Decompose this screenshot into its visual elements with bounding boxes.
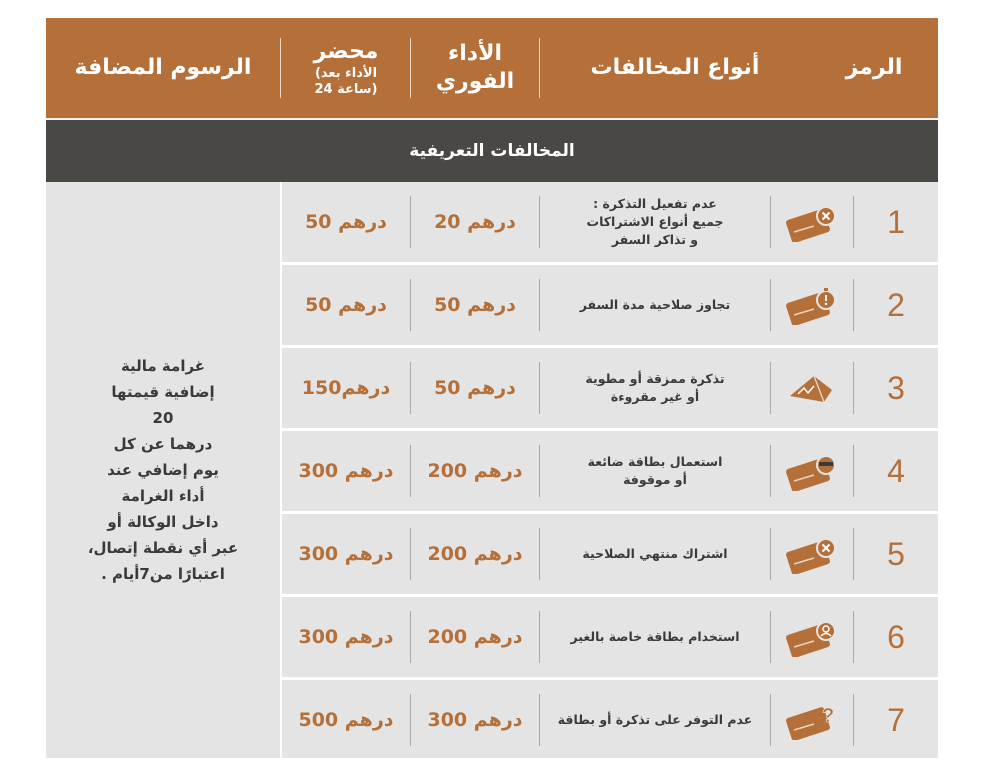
card-x-icon: [771, 514, 853, 594]
header-report-sub1: (الأداء بعد: [314, 66, 378, 81]
violation-code: 2: [887, 286, 905, 323]
report-fee: 300 درهم: [298, 543, 394, 565]
header-immediate-line2: الفوري: [435, 69, 515, 94]
report-fee: 50 درهم: [305, 294, 387, 316]
violation-code: 4: [887, 452, 905, 489]
report-fee: 500 درهم: [298, 709, 394, 731]
immediate-fee: 200 درهم: [427, 626, 523, 648]
table-row: [282, 680, 938, 760]
fines-table: [46, 18, 938, 758]
additional-fee-line: يوم إضافي عند: [107, 461, 219, 479]
table-row: [282, 431, 938, 511]
violation-desc: تذكرة ممزقة أو مطوية: [585, 371, 725, 386]
table-body: [46, 182, 938, 758]
table-row: [282, 182, 938, 262]
header-report-title: محضر: [313, 39, 379, 64]
violation-desc: عدم التوفر على تذكرة أو بطاقة: [557, 712, 753, 727]
header-report: [282, 18, 410, 118]
header-additional-fees: [46, 18, 280, 118]
additional-fee-line: أداء الغرامة: [121, 487, 205, 505]
card-timer-icon: [771, 265, 853, 345]
additional-fee-line: عبر أي نقطة إتصال،: [87, 539, 239, 557]
header-immediate-line1: الأداء: [447, 41, 502, 66]
additional-fee-line: اعتبارًا من7أيام .: [101, 565, 225, 583]
violation-code: 7: [887, 701, 905, 738]
table-row: [282, 597, 938, 677]
immediate-fee: 50 درهم: [434, 294, 516, 316]
violation-desc: استعمال بطاقة ضائعة: [587, 454, 723, 469]
svg-text:?: ?: [822, 705, 835, 727]
report-fee: 50 درهم: [305, 211, 387, 233]
table-header: [46, 18, 938, 118]
additional-fee-line: غرامة مالية: [120, 357, 206, 375]
additional-fee-line: إضافية قيمتها: [111, 383, 215, 401]
violation-code: 5: [887, 535, 905, 572]
header-code-label: الرمز: [845, 55, 903, 80]
additional-fee-note: [46, 182, 280, 758]
card-person-icon: [771, 597, 853, 677]
header-additional-fees-label: الرسوم المضافة: [74, 55, 252, 80]
immediate-fee: 20 درهم: [434, 211, 516, 233]
violation-desc: أو موقوفة: [623, 472, 687, 487]
violation-desc: اشتراك منتهي الصلاحية: [582, 546, 728, 561]
header-violation-type-label: أنواع المخالفات: [590, 55, 760, 80]
violation-code: 6: [887, 618, 905, 655]
additional-fee-line: داخل الوكالة أو: [107, 513, 219, 531]
immediate-fee: 200 درهم: [427, 460, 523, 482]
violation-desc: استخدام بطاقة خاصة بالغير: [570, 629, 740, 644]
table-row: [282, 348, 938, 428]
report-fee: 300 درهم: [298, 460, 394, 482]
immediate-fee: 50 درهم: [434, 377, 516, 399]
violation-desc: جميع أنواع الاشتراكات: [586, 214, 724, 229]
immediate-fee: 200 درهم: [427, 543, 523, 565]
immediate-fee: 300 درهم: [427, 709, 523, 731]
header-code: [810, 18, 938, 118]
card-x-icon: [771, 182, 853, 262]
header-immediate: [411, 18, 539, 118]
card-thief-icon: [771, 431, 853, 511]
violation-desc: تجاوز صلاحية مدة السفر: [579, 297, 731, 312]
header-violation-type: [540, 18, 810, 118]
report-fee: 150درهم: [301, 377, 391, 399]
violation-desc: عدم تفعيل التذكرة :: [593, 196, 717, 211]
card-damaged-icon: [771, 348, 853, 428]
table-row: [282, 514, 938, 594]
violation-code: 3: [887, 369, 905, 406]
additional-fee-line: 20: [152, 409, 174, 427]
additional-fee-line: درهما عن كل: [113, 435, 213, 453]
violation-desc: أو غير مقروءة: [610, 389, 700, 404]
card-question-icon: [771, 680, 853, 760]
violation-code: 1: [887, 203, 905, 240]
section-title: المخالفات التعريفية: [46, 118, 938, 182]
header-report-sub2: 24 ساعة): [314, 82, 378, 97]
report-fee: 300 درهم: [298, 626, 394, 648]
table-row: [282, 265, 938, 345]
violation-desc: و تذاكر السفر: [611, 232, 699, 247]
